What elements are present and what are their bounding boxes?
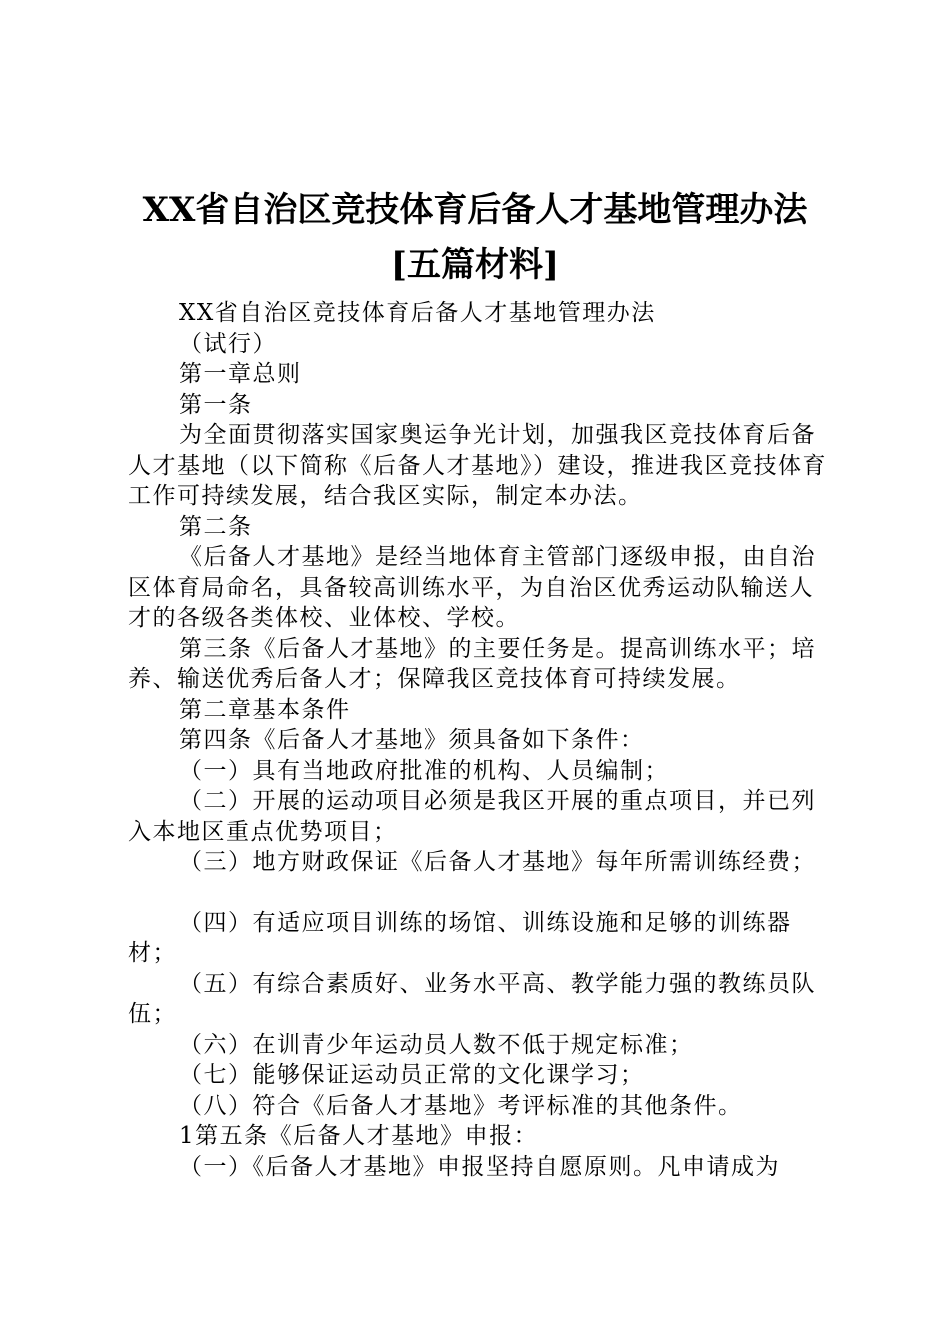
document-subtitle: [五篇材料] bbox=[390, 245, 560, 285]
chapter-heading: 第一章总则 bbox=[179, 361, 302, 387]
chapter-heading: 第二章基本条件 bbox=[179, 696, 351, 723]
paragraph: 《后备人才基地》是经当地体育主管部门逐级申报，由自治区体育局命名，具备较高训练水平，为自治区优秀运动队输送人才的各级各类体校、业体校、学校。 bbox=[128, 544, 816, 631]
paragraph: XX省自治区竞技体育后备人才基地管理办法 bbox=[179, 300, 656, 326]
paragraph: 为全面贯彻落实国家奥运争光计划，加强我区竞技体育后备人才基地（以下简称《后备人才基地》）建设，推进我区竞技体育工作可持续发展，结合我区实际，制定本办法。 bbox=[128, 422, 827, 509]
document-title: XX省自治区竞技体育后备人才基地管理办法 bbox=[142, 190, 808, 230]
list-item: （三）地方财政保证《后备人才基地》每年所需训练经费； bbox=[179, 849, 816, 875]
blank-line bbox=[128, 878, 828, 908]
list-item: （七）能够保证运动员正常的文化课学习； bbox=[179, 1062, 645, 1088]
list-item: （一）具有当地政府批准的机构、人员编制； bbox=[179, 757, 669, 784]
article-heading: 第一条 bbox=[179, 391, 253, 418]
paragraph: 第四条《后备人才基地》须具备如下条件： bbox=[179, 727, 645, 753]
paragraph: （试行） bbox=[179, 330, 277, 357]
list-item: （五）有综合素质好、业务水平高、教学能力强的教练员队伍； bbox=[128, 970, 816, 1027]
list-item: （六）在训青少年运动员人数不低于规定标准； bbox=[179, 1031, 694, 1058]
list-item: （一）《后备人才基地》申报坚持自愿原则。凡申请成为 bbox=[179, 1153, 780, 1180]
article-heading: 第二条 bbox=[179, 513, 253, 540]
list-item: （八）符合《后备人才基地》考评标准的其他条件。 bbox=[179, 1092, 743, 1119]
article-heading: 1第五条《后备人才基地》申报： bbox=[179, 1123, 539, 1149]
document-body bbox=[128, 298, 828, 1182]
list-item: （四）有适应项目训练的场馆、训练设施和足够的训练器材； bbox=[128, 909, 792, 966]
list-item: （二）开展的运动项目必须是我区开展的重点项目，并已列入本地区重点优势项目； bbox=[128, 788, 816, 845]
paragraph: 第三条《后备人才基地》的主要任务是。提高训练水平；培养、输送优秀后备人才；保障我区竞技体育可持续发展。 bbox=[128, 635, 816, 692]
